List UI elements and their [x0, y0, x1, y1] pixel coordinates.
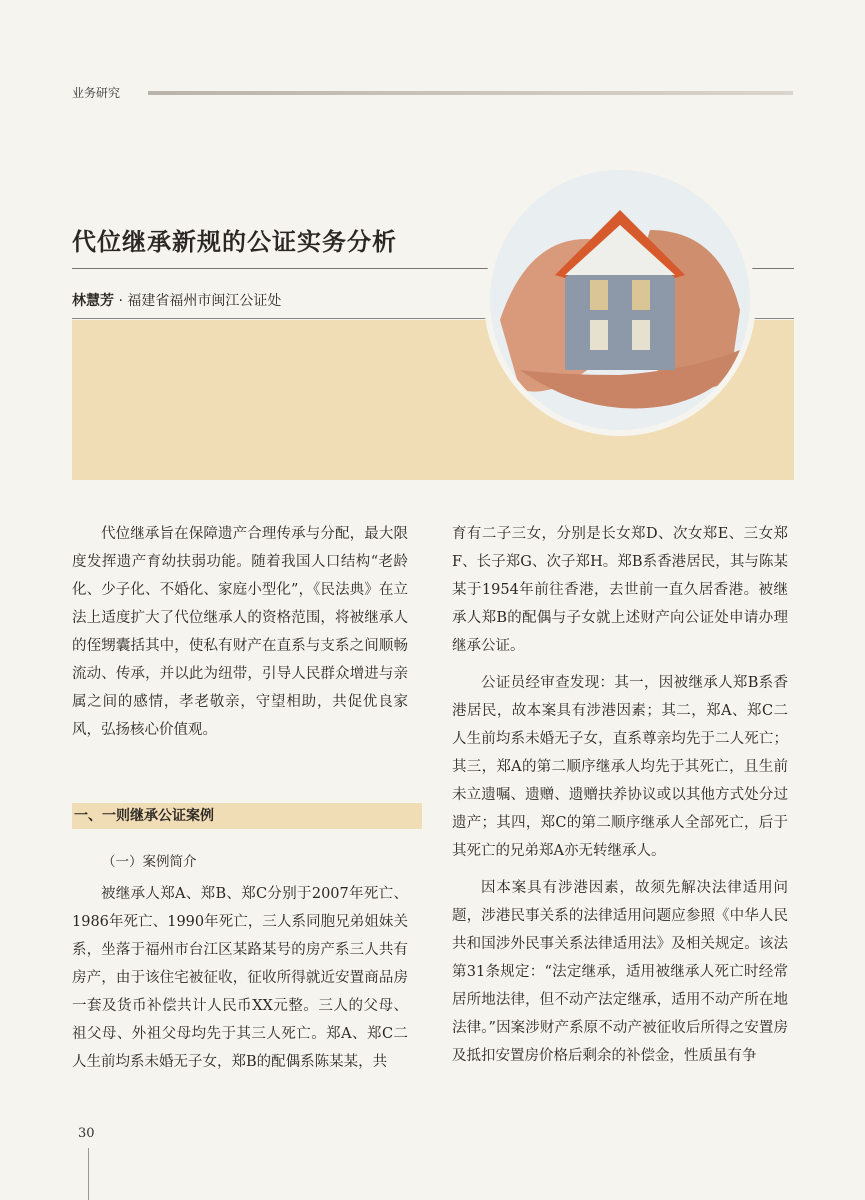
byline-separator: ·	[118, 293, 123, 309]
house-in-hands-image	[490, 170, 750, 430]
section-label: 业务研究	[72, 86, 121, 100]
house-illustration	[490, 170, 750, 430]
left-column-case	[72, 880, 408, 1085]
byline	[72, 290, 281, 310]
paragraph-review: 公证员经审查发现：其一，因被继承人郑B系香港居民，故本案具有涉港因素；其二，郑A、郑C二人生前均系未婚无子女，直系尊亲均先于二人死亡；其三，郑A的第二顺序继承人均先于其死亡，且生前未立遗嘱、遗赠、遗赠扶养协议或以其他方式处分过遗产；其四，郑C的第二顺序继承人全部死亡，后于其死亡的兄弟郑A亦无转继承人。	[452, 675, 788, 859]
article-title: 代位继承新规的公证实务分析	[72, 228, 397, 256]
subsection-heading: （一）案例简介	[102, 854, 197, 870]
page-number: 30	[78, 1126, 95, 1141]
right-column	[452, 520, 788, 1079]
paragraph-law: 因本案具有涉港因素，故须先解决法律适用问题，涉港民事关系的法律适用问题应参照《中华人民共和国涉外民事关系法律适用法》及相关规定。该法第31条规定：“法定继承，适用被继承人死亡时经常居所地法律，但不动产法定继承，适用不动产所在地法律。”因案涉财产系原不动产被征收后所得之安置房及抵扣安置房价格后剩余的补偿金，性质虽有争	[452, 880, 788, 1064]
case-paragraph: 被继承人郑A、郑B、郑C分别于2007年死亡、1986年死亡、1990年死亡，三人系同胞兄弟姐妹关系，坐落于福州市台江区某路某号的房产系三人共有房产，由于该住宅被征收，征收所得就近安置商品房一套及货币补偿共计人民币XX元整。三人的父母、祖父母、外祖父母均先于其三人死亡。郑A、郑C二人生前均系未婚无子女，郑B的配偶系陈某某，共	[72, 886, 408, 1070]
left-column-intro	[72, 520, 408, 753]
header-rule	[148, 91, 793, 95]
section-heading: 一、一则继承公证案例	[72, 803, 422, 829]
paragraph-continued: 育有二子三女，分别是长女郑D、次女郑E、三女郑F、长子郑G、次子郑H。郑B系香港居民，其与陈某某于1954年前往香港，去世前一直久居香港。被继承人郑B的配偶与子女就上述财产向公证处申请办理继承公证。	[452, 526, 788, 654]
author-name: 林慧芳	[72, 293, 114, 309]
author-affiliation: 福建省福州市闽江公证处	[127, 293, 282, 309]
page-rule	[88, 1148, 89, 1200]
intro-paragraph: 代位继承旨在保障遗产合理传承与分配，最大限度发挥遗产育幼扶弱功能。随着我国人口结构“老龄化、少子化、不婚化、家庭小型化”，《民法典》在立法上适度扩大了代位继承人的资格范围，将被继承人的侄甥囊括其中，使私有财产在直系与支系之间顺畅流动、传承，并以此为纽带，引导人民群众增进与亲属之间的感情，孝老敬亲，守望相助，共促优良家风，弘扬核心价值观。	[72, 526, 408, 738]
